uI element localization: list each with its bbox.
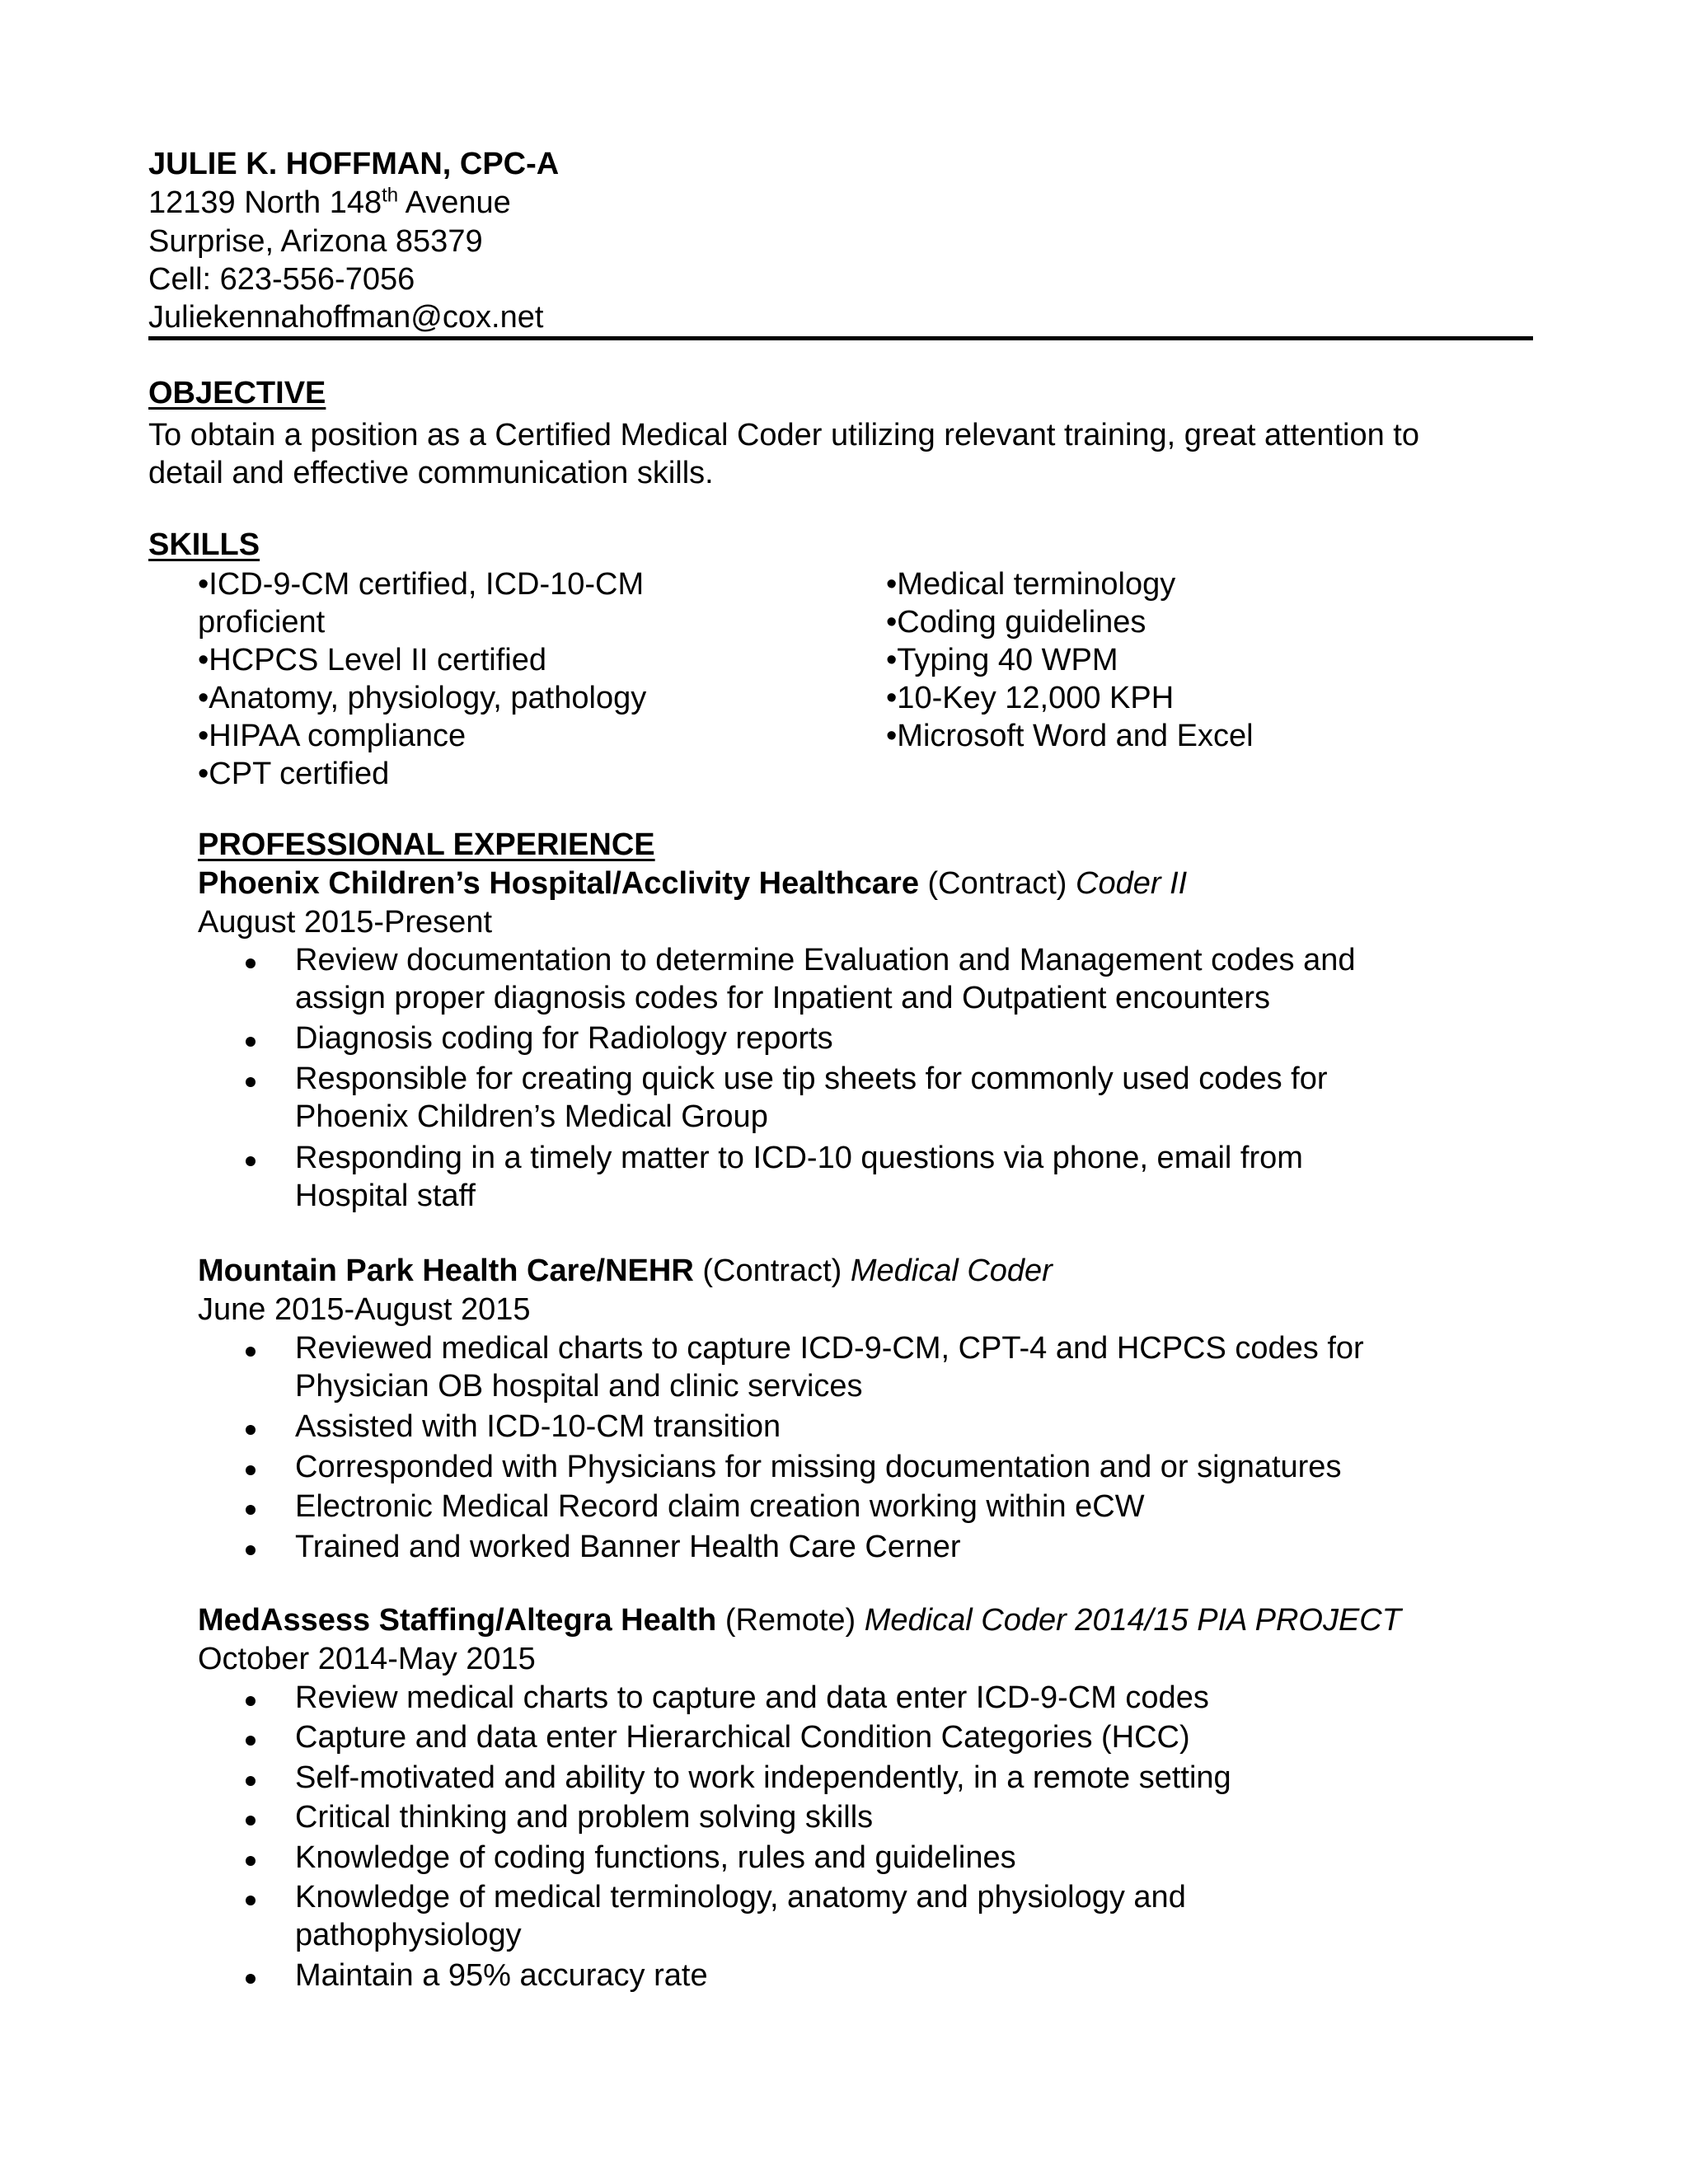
skill-item: •HIPAA compliance bbox=[198, 719, 467, 753]
job-employer: MedAssess Staffing/Altegra Health bbox=[198, 1603, 717, 1638]
address-line-2: Surprise, Arizona 85379 bbox=[148, 224, 483, 259]
bullet-dot bbox=[246, 1505, 256, 1515]
job-bullet-line: pathophysiology bbox=[295, 1918, 522, 1952]
job-bullet-line: Corresponded with Physicians for missing documentation and or signatures bbox=[295, 1450, 1342, 1484]
job-header bbox=[198, 865, 1187, 902]
bullet-dot bbox=[246, 1077, 256, 1087]
job-bullet-line: Responding in a timely matter to ICD-10 questions via phone, email from bbox=[295, 1141, 1303, 1175]
job-bullet-line: Maintain a 95% accuracy rate bbox=[295, 1958, 708, 1993]
skill-item: •Coding guidelines bbox=[886, 605, 1146, 640]
job-bullet-line: Review medical charts to capture and data enter ICD-9-CM codes bbox=[295, 1680, 1209, 1715]
skill-item: •10-Key 12,000 KPH bbox=[886, 681, 1175, 715]
job-bullet-line: Assisted with ICD-10-CM transition bbox=[295, 1409, 781, 1444]
bullet-dot bbox=[246, 1545, 256, 1555]
job-header bbox=[198, 1601, 1401, 1639]
skill-item: •Medical terminology bbox=[886, 567, 1176, 602]
job-bullet-line: Hospital staff bbox=[295, 1179, 476, 1213]
job-bullet-line: Knowledge of medical terminology, anatomy and physiology and bbox=[295, 1880, 1186, 1915]
skill-item: •Anatomy, physiology, pathology bbox=[198, 681, 647, 715]
job-bullet-line: Electronic Medical Record claim creation working within eCW bbox=[295, 1489, 1145, 1524]
skill-item: •Typing 40 WPM bbox=[886, 643, 1118, 677]
bullet-dot bbox=[246, 958, 256, 968]
skill-item: •ICD-9-CM certified, ICD-10-CM bbox=[198, 567, 645, 602]
job-dates: June 2015-August 2015 bbox=[198, 1292, 531, 1327]
bullet-dot bbox=[246, 1465, 256, 1475]
candidate-name: JULIE K. HOFFMAN, CPC-A bbox=[148, 147, 560, 181]
address-line-1 bbox=[148, 184, 511, 222]
job-bullet-line: Self-motivated and ability to work independently, in a remote setting bbox=[295, 1760, 1231, 1795]
job-bullet-line: Review documentation to determine Evaluation and Management codes and bbox=[295, 943, 1356, 977]
skill-item: •CPT certified bbox=[198, 757, 390, 791]
bullet-dot bbox=[246, 1776, 256, 1786]
job-bullet-line: assign proper diagnosis codes for Inpatient and Outpatient encounters bbox=[295, 981, 1270, 1015]
bullet-dot bbox=[246, 1696, 256, 1706]
job-employer: Mountain Park Health Care/NEHR bbox=[198, 1254, 694, 1288]
bullet-dot bbox=[246, 1347, 256, 1357]
address-line-1-main: 12139 North 148 bbox=[148, 185, 382, 220]
bullet-dot bbox=[246, 1425, 256, 1435]
job-title: Coder II bbox=[1076, 866, 1188, 901]
header-divider bbox=[148, 336, 1533, 340]
skill-item: proficient bbox=[198, 605, 326, 640]
job-type: (Contract) bbox=[918, 866, 1076, 901]
bullet-dot bbox=[246, 1156, 256, 1166]
skills-heading: SKILLS bbox=[148, 527, 260, 562]
job-bullet-line: Critical thinking and problem solving skills bbox=[295, 1800, 874, 1835]
objective-text-line: To obtain a position as a Certified Medical Coder utilizing relevant training, great attention to bbox=[148, 418, 1419, 452]
objective-text-line: detail and effective communication skills. bbox=[148, 456, 714, 490]
job-bullet-line: Capture and data enter Hierarchical Condition Categories (HCC) bbox=[295, 1720, 1190, 1755]
experience-heading: PROFESSIONAL EXPERIENCE bbox=[198, 827, 655, 862]
job-employer: Phoenix Children’s Hospital/Acclivity Healthcare bbox=[198, 866, 919, 901]
email-address[interactable]: Juliekennahoffman@cox.net bbox=[148, 300, 544, 335]
objective-heading: OBJECTIVE bbox=[148, 376, 326, 410]
bullet-dot bbox=[246, 1816, 256, 1825]
job-bullet-line: Knowledge of coding functions, rules and guidelines bbox=[295, 1840, 1016, 1875]
job-title: Medical Coder 2014/15 PIA PROJECT bbox=[864, 1603, 1401, 1638]
job-bullet-line: Reviewed medical charts to capture ICD-9-CM, CPT-4 and HCPCS codes for bbox=[295, 1331, 1364, 1366]
job-dates: October 2014-May 2015 bbox=[198, 1642, 536, 1676]
bullet-dot bbox=[246, 1736, 256, 1746]
skill-item: •Microsoft Word and Excel bbox=[886, 719, 1254, 753]
bullet-dot bbox=[246, 1974, 256, 1984]
job-bullet-line: Phoenix Children’s Medical Group bbox=[295, 1099, 768, 1134]
skill-item: •HCPCS Level II certified bbox=[198, 643, 547, 677]
job-header bbox=[198, 1252, 1053, 1290]
address-line-1-superscript: th bbox=[382, 184, 399, 207]
phone-number: Cell: 623-556-7056 bbox=[148, 262, 415, 297]
bullet-dot bbox=[246, 1856, 256, 1866]
job-title: Medical Coder bbox=[850, 1254, 1053, 1288]
bullet-dot bbox=[246, 1037, 256, 1047]
job-bullet-line: Trained and worked Banner Health Care Cerner bbox=[295, 1530, 961, 1564]
job-dates: August 2015-Present bbox=[198, 905, 493, 940]
address-line-1-suffix: Avenue bbox=[398, 185, 511, 220]
job-bullet-line: Responsible for creating quick use tip sheets for commonly used codes for bbox=[295, 1062, 1328, 1096]
job-bullet-line: Physician OB hospital and clinic services bbox=[295, 1369, 863, 1404]
job-type: (Contract) bbox=[693, 1254, 851, 1288]
job-type: (Remote) bbox=[716, 1603, 865, 1638]
bullet-dot bbox=[246, 1896, 256, 1905]
job-bullet-line: Diagnosis coding for Radiology reports bbox=[295, 1021, 833, 1056]
